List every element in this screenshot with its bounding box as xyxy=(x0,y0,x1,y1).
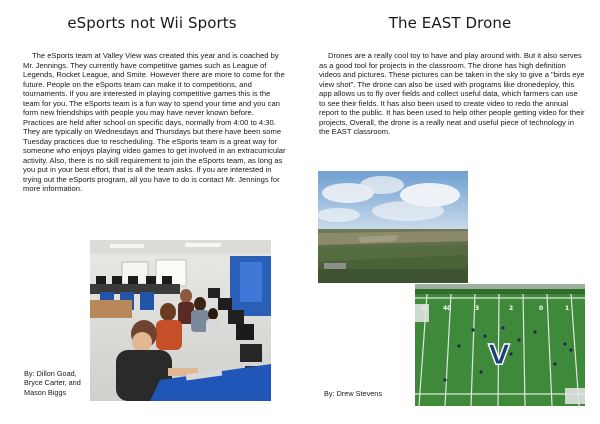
esports-article-title: eSports not Wii Sports xyxy=(67,14,237,32)
yard-number-2: 40 xyxy=(443,305,452,312)
drone-article-title: The EAST Drone xyxy=(388,14,512,32)
drone-byline: By: Drew Stevens xyxy=(324,389,382,398)
esports-classroom-photo xyxy=(90,240,271,401)
classroom-photo-illustration xyxy=(90,240,271,401)
byline-line-1: By: Dillon Goad, xyxy=(24,369,77,378)
esports-article-body: The eSports team at Valley View was created this year and is coached by Mr. Jennings. They currently have competitive games such as League of Legends, Rocket League, and Smite. However there are more to come for the future. People on the eSports team can make it to competitions, and tournaments. If you are interested in playing competitive games this is the team for you. The eSports team is a fun way to spend your time and you can form new friendships with people you may have never known before. Practices are held after school on specific days, normally from 4:00 to 4:30. They are typically on Wednesdays and Thursdays but there have been some Tuesday practices due to rescheduling. The eSports team is a great way for someone who enjoys playing video games to get involved in an extracurricular activity. Also, there is no skill requirement to join the eSports team, as long as you put in your best effort, that is all the team asks. If you are interested in trying out the eSports program, all you have to do is contact Mr. Jennings for more information. xyxy=(23,51,286,193)
yard-number-6: 1 xyxy=(565,305,570,312)
yard-number-5: 0 xyxy=(539,305,544,312)
yard-number-3: 3 xyxy=(475,305,480,312)
drone-article-body: Drones are a really cool toy to have and play around with. But it also serves as a good tool for projects in the classroom. The drone has high definition videos and pictures. These pictures can be taken in the sky to give a "birds eye view shot". The drone can also be used with programs like dronedeploy, this app allows us to fly over fields and collect useful data, which farmers can use to see their fields. It has also been used to create video to redo the annual report to the public. It has been used to help other people getting video for their projects. Overall, the drone is a really neat and useful piece of technology in the EAST classroom. xyxy=(319,51,585,136)
byline-line-2: Bryce Carter, and xyxy=(24,378,81,388)
byline-line-3: Mason Biggs xyxy=(24,387,67,397)
valley-view-logo: V xyxy=(488,338,510,371)
yard-number-4: 2 xyxy=(509,305,514,312)
field-photo-illustration xyxy=(415,284,585,406)
esports-byline xyxy=(24,369,90,397)
aerial-photo-illustration xyxy=(318,171,468,283)
football-field-photo xyxy=(415,284,585,406)
drone-aerial-photo xyxy=(318,171,468,283)
